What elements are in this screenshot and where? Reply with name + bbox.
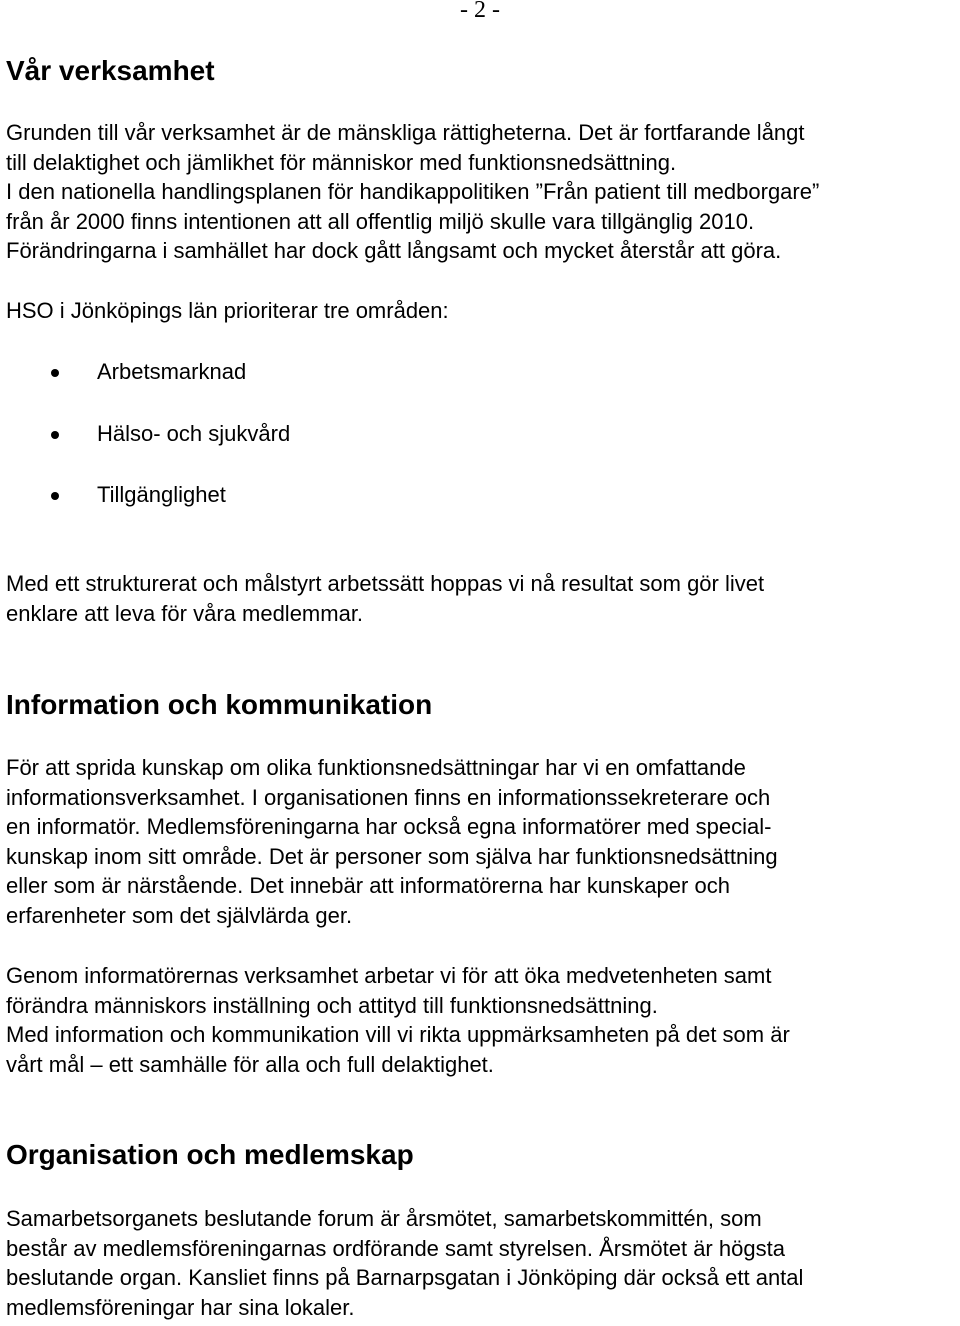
information-paragraph-1 [6, 753, 778, 931]
text-line: enklare att leva för våra medlemmar. [6, 600, 364, 626]
section-heading-organisation: Organisation och medlemskap [6, 1139, 414, 1170]
text-line: eller som är närstående. Det innebär att informatörerna har kunskaper och [6, 873, 730, 899]
bullet-icon [51, 369, 59, 377]
text-line: Grunden till vår verksamhet är de mänskliga rättigheterna. Det är fortfarande långt [6, 120, 805, 145]
text-line: I den nationella handlingsplanen för handikappolitiken ”Från patient till medborgare” [6, 179, 820, 205]
intro-paragraph [6, 118, 819, 266]
text-line: medlemsföreningar har sina lokaler. [6, 1294, 355, 1320]
bullet-icon [51, 431, 59, 439]
organisation-paragraph [6, 1204, 803, 1322]
text-line: Med ett strukturerat och målstyrt arbetssätt hoppas vi nå resultat som gör livet [6, 571, 765, 596]
text-line: Genom informatörernas verksamhet arbetar vi för att öka medvetenheten samt [6, 963, 772, 988]
text-line: Förändringarna i samhället har dock gått långsamt och mycket återstår att göra. [6, 238, 782, 264]
text-line: För att sprida kunskap om olika funktionsnedsättningar har vi en omfattande [6, 755, 746, 780]
list-item-label: Tillgänglighet [97, 482, 226, 507]
list-item-label: Arbetsmarknad [97, 359, 247, 384]
priority-intro-text: HSO i Jönköpings län prioriterar tre områden: [6, 298, 449, 323]
bullet-icon [51, 492, 59, 500]
text-line: Samarbetsorganets beslutande forum är årsmötet, samarbetskommittén, som [6, 1206, 762, 1231]
text-line: Med information och kommunikation vill vi rikta uppmärksamheten på det som är [6, 1022, 790, 1048]
text-line: består av medlemsföreningarnas ordförande samt styrelsen. Årsmötet är högsta [6, 1235, 785, 1261]
text-line: kunskap inom sitt område. Det är personer som själva har funktionsnedsättning [6, 843, 778, 869]
section-heading-var-verksamhet: Vår verksamhet [6, 55, 215, 86]
page-number: - 2 - [460, 0, 500, 23]
list-item-label: Hälso- och sjukvård [97, 421, 291, 446]
text-line: förändra människors inställning och attityd till funktionsnedsättning. [6, 992, 658, 1018]
section-heading-information: Information och kommunikation [6, 689, 433, 720]
text-line: beslutande organ. Kansliet finns på Barnarpsgatan i Jönköping där också ett antal [6, 1265, 804, 1291]
text-line: erfarenheter som det självlärda ger. [6, 902, 353, 928]
priority-intro [6, 296, 449, 326]
text-line: till delaktighet och jämlikhet för människor med funktionsnedsättning. [6, 149, 677, 175]
text-line: från år 2000 finns intentionen att all offentlig miljö skulle vara tillgänglig 2010. [6, 208, 755, 234]
text-line: vårt mål – ett samhälle för alla och full delaktighet. [6, 1051, 494, 1077]
information-paragraph-2 [6, 961, 790, 1079]
text-line: informationsverksamhet. I organisationen finns en informationssekreterare och [6, 784, 771, 810]
text-line: en informatör. Medlemsföreningarna har också egna informatörer med special- [6, 814, 772, 840]
closing-paragraph [6, 569, 764, 628]
